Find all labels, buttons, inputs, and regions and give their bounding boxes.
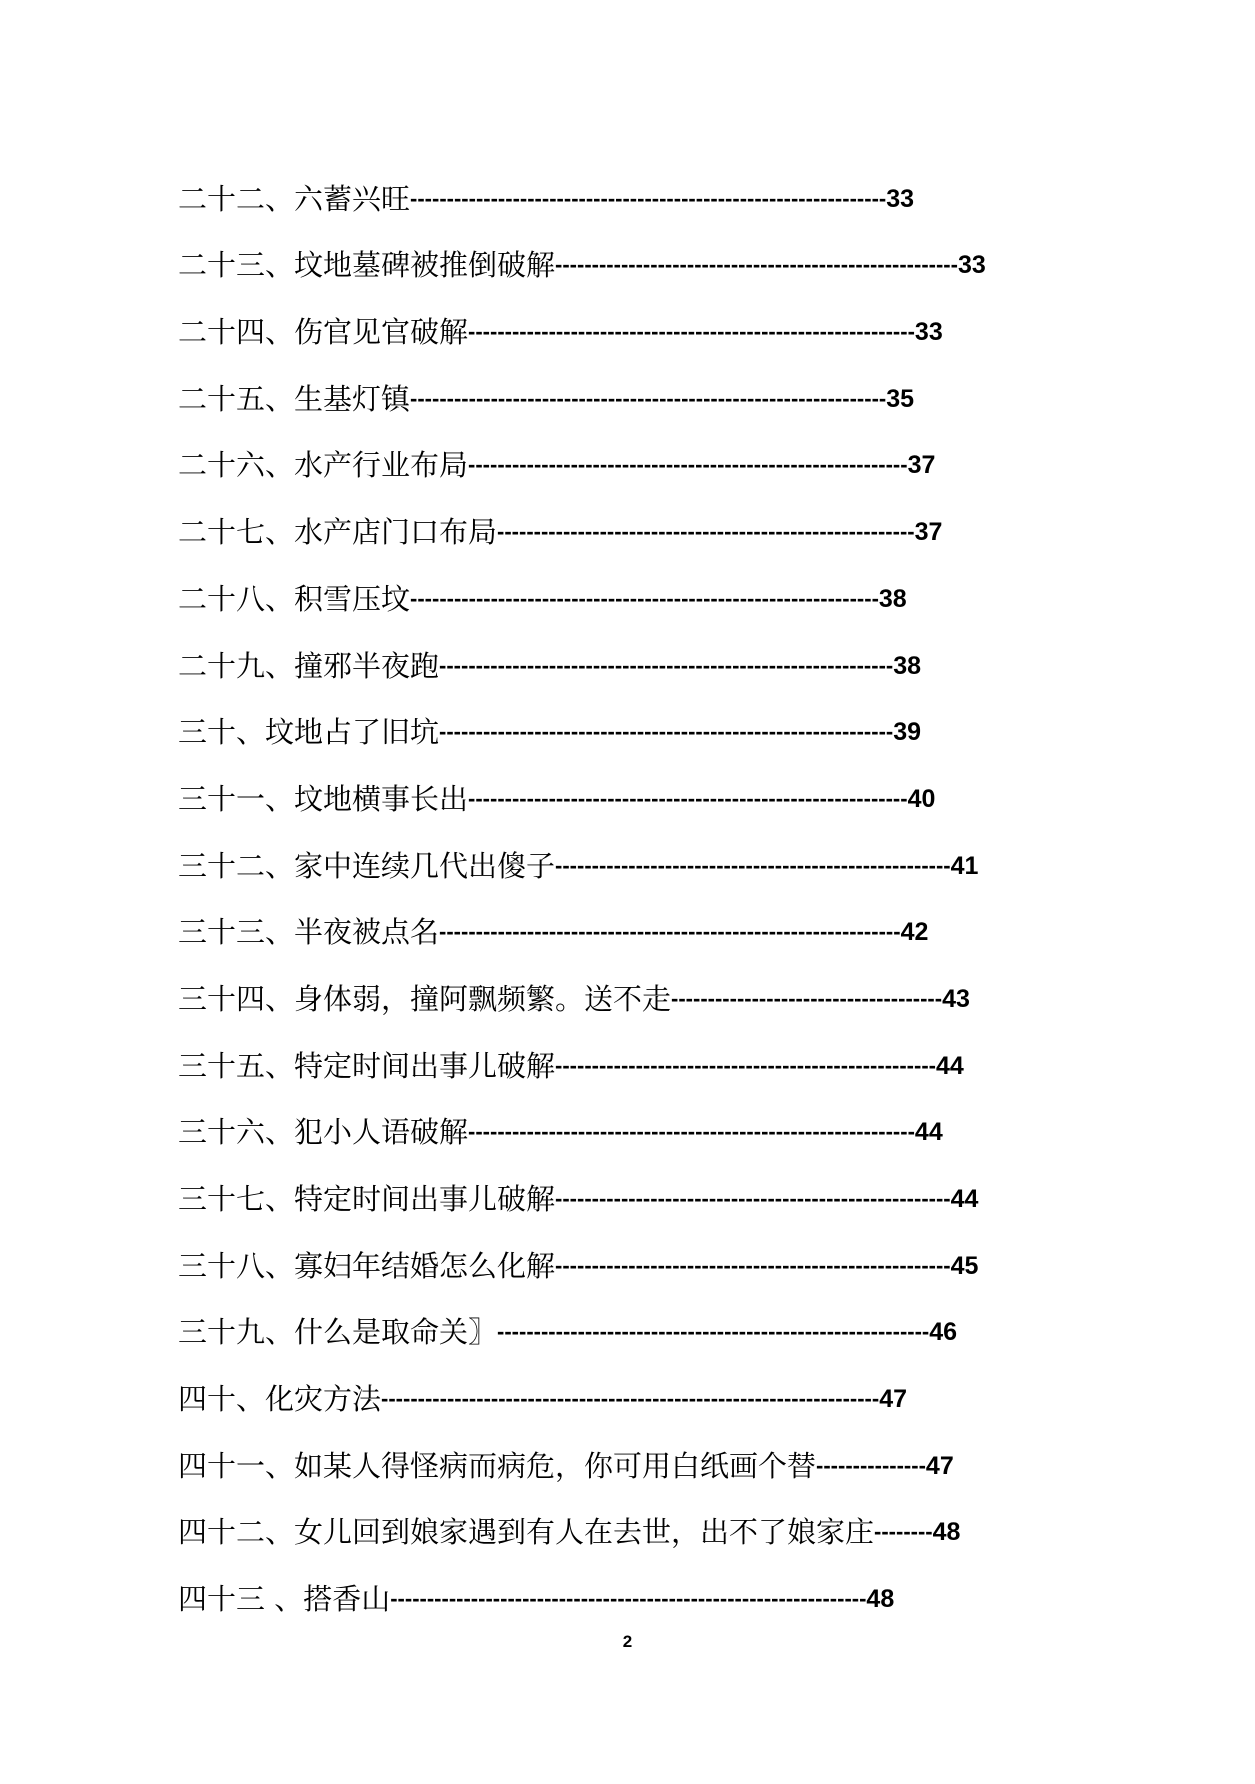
toc-entry[interactable] bbox=[178, 419, 1018, 486]
toc-entry-leader: ----------------------------------------------------------------- bbox=[390, 1586, 867, 1612]
toc-entry[interactable] bbox=[178, 1219, 1018, 1286]
toc-entry-title: 三十九、什么是取命关〗 bbox=[178, 1315, 498, 1350]
toc-entry-title: 三十四、身体弱，撞阿飘频繁。送不走 bbox=[178, 981, 672, 1016]
toc-entry-page: 48 bbox=[932, 1518, 961, 1547]
toc-entry[interactable] bbox=[178, 152, 1018, 219]
toc-entry-page: 33 bbox=[914, 318, 943, 347]
toc-entry-title: 二十二、六蓄兴旺 bbox=[178, 181, 411, 216]
toc-entry[interactable] bbox=[178, 1286, 1018, 1353]
toc-entry-page: 37 bbox=[907, 451, 936, 480]
toc-entry-leader: --------------------------------------------------------- bbox=[497, 519, 915, 545]
toc-entry-leader: ---------------------------------------------------------------- bbox=[410, 585, 879, 611]
toc-entry[interactable] bbox=[178, 552, 1018, 619]
toc-entry-page: 44 bbox=[950, 1185, 979, 1213]
toc-entry-title: 三十五、特定时间出事儿破解 bbox=[178, 1048, 556, 1083]
toc-entry-title: 二十五、生基灯镇 bbox=[178, 381, 411, 416]
toc-entry[interactable] bbox=[178, 485, 1018, 552]
page-number: 2 bbox=[622, 1632, 633, 1651]
toc-entry[interactable] bbox=[178, 819, 1018, 886]
toc-entry-leader: ----------------------------------------------------------- bbox=[497, 1319, 930, 1345]
toc-entry[interactable] bbox=[178, 952, 1018, 1019]
toc-entry-leader: ------------------------------------- bbox=[671, 985, 943, 1011]
toc-entry-page: 35 bbox=[886, 384, 915, 413]
toc-entry-leader: ------------------------------------------------------------- bbox=[468, 1119, 915, 1145]
toc-entry-title: 四十一、如某人得怪病而病危，你可用白纸画个替 bbox=[178, 1448, 817, 1483]
toc-entry-leader: --------------------------------------------------------------- bbox=[439, 919, 901, 945]
toc-entry-title: 二十七、水产店门口布局 bbox=[178, 515, 498, 550]
toc-entry[interactable] bbox=[178, 1352, 1018, 1419]
toc-entry-leader: ------------------------------------------------------------- bbox=[468, 319, 915, 345]
toc-entry[interactable] bbox=[178, 886, 1018, 953]
toc-entry[interactable] bbox=[178, 1486, 1018, 1553]
toc-entry-title: 二十九、撞邪半夜跑 bbox=[178, 648, 440, 683]
toc-entry-title: 二十八、积雪压坟 bbox=[178, 581, 411, 616]
toc-entry-page: 33 bbox=[957, 251, 986, 280]
toc-entry[interactable] bbox=[178, 619, 1018, 686]
toc-entry-leader: ------------------------------------------------------------ bbox=[468, 785, 908, 811]
toc-entry-page: 47 bbox=[879, 1385, 908, 1414]
toc-entry-page: 47 bbox=[925, 1451, 954, 1480]
toc-entry-leader: ------------------------------------------------------ bbox=[555, 1186, 951, 1211]
toc-entry-title: 三十二、家中连续几代出傻子 bbox=[178, 848, 556, 883]
toc-entry-title: 三十八、寡妇年结婚怎么化解 bbox=[178, 1248, 556, 1283]
toc-entry-page: 40 bbox=[907, 784, 936, 813]
toc-entry-title: 三十六、犯小人语破解 bbox=[178, 1115, 469, 1150]
toc-entry-page: 44 bbox=[914, 1118, 943, 1147]
toc-entry[interactable] bbox=[178, 752, 1018, 819]
toc-entry-page: 41 bbox=[950, 851, 979, 880]
toc-entry[interactable] bbox=[178, 686, 1018, 753]
toc-entry-title: 二十六、水产行业布局 bbox=[178, 448, 469, 483]
toc-entry-page: 45 bbox=[950, 1251, 979, 1280]
table-of-contents bbox=[178, 152, 1018, 1619]
toc-entry-leader: ----------------------------------------------------------------- bbox=[410, 385, 887, 411]
toc-entry-title: 二十四、伤官见官破解 bbox=[178, 315, 469, 350]
toc-entry[interactable] bbox=[178, 219, 1018, 286]
toc-entry[interactable] bbox=[178, 1086, 1018, 1153]
toc-entry-leader: ------------------------------------------------------- bbox=[555, 252, 958, 278]
toc-entry-page: 48 bbox=[866, 1585, 895, 1614]
toc-entry-page: 44 bbox=[935, 1051, 964, 1080]
toc-entry-title: 三十七、特定时间出事儿破解 bbox=[178, 1182, 556, 1216]
toc-entry-title: 三十三、半夜被点名 bbox=[178, 915, 440, 950]
toc-entry-page: 33 bbox=[886, 184, 915, 213]
toc-entry-leader: ------------------------------------------------------ bbox=[555, 852, 951, 878]
toc-entry-title: 二十三、坟地墓碑被推倒破解 bbox=[178, 248, 556, 283]
toc-entry-page: 37 bbox=[914, 518, 943, 547]
toc-entry-title: 三十一、坟地横事长出 bbox=[178, 781, 469, 816]
toc-entry-leader: --------------- bbox=[816, 1452, 926, 1478]
toc-entry-title: 三十、坟地占了旧坑 bbox=[178, 715, 440, 750]
toc-entry-leader: ---------------------------------------------------- bbox=[555, 1052, 936, 1078]
toc-entry-page: 38 bbox=[893, 651, 922, 680]
toc-entry-title: 四十二、女儿回到娘家遇到有人在去世，出不了娘家庄 bbox=[178, 1515, 875, 1550]
toc-entry-title: 四十三 、搭香山 bbox=[178, 1582, 391, 1617]
toc-entry[interactable] bbox=[178, 1019, 1018, 1086]
toc-entry-page: 42 bbox=[900, 918, 929, 947]
toc-entry[interactable] bbox=[178, 285, 1018, 352]
toc-entry-page: 39 bbox=[893, 718, 922, 747]
toc-entry-leader: ------------------------------------------------------------ bbox=[468, 452, 908, 478]
toc-entry-page: 46 bbox=[929, 1318, 958, 1347]
toc-entry-page: 43 bbox=[942, 984, 970, 1013]
toc-entry-page: 38 bbox=[878, 584, 907, 613]
toc-entry[interactable] bbox=[178, 1552, 1018, 1619]
toc-entry-leader: ------------------------------------------------------ bbox=[555, 1252, 951, 1278]
toc-entry-leader: -------------------------------------------------------------------- bbox=[381, 1386, 880, 1412]
toc-entry[interactable] bbox=[178, 352, 1018, 419]
toc-entry[interactable] bbox=[178, 1419, 1018, 1486]
toc-entry-title: 四十、化灾方法 bbox=[178, 1382, 382, 1417]
toc-entry-leader: -------------------------------------------------------------- bbox=[439, 652, 894, 678]
toc-entry-leader: -------------------------------------------------------------- bbox=[439, 719, 894, 745]
toc-entry-leader: ----------------------------------------------------------------- bbox=[410, 185, 887, 211]
toc-entry[interactable] bbox=[178, 1152, 1018, 1219]
toc-entry-leader: -------- bbox=[874, 1519, 933, 1545]
